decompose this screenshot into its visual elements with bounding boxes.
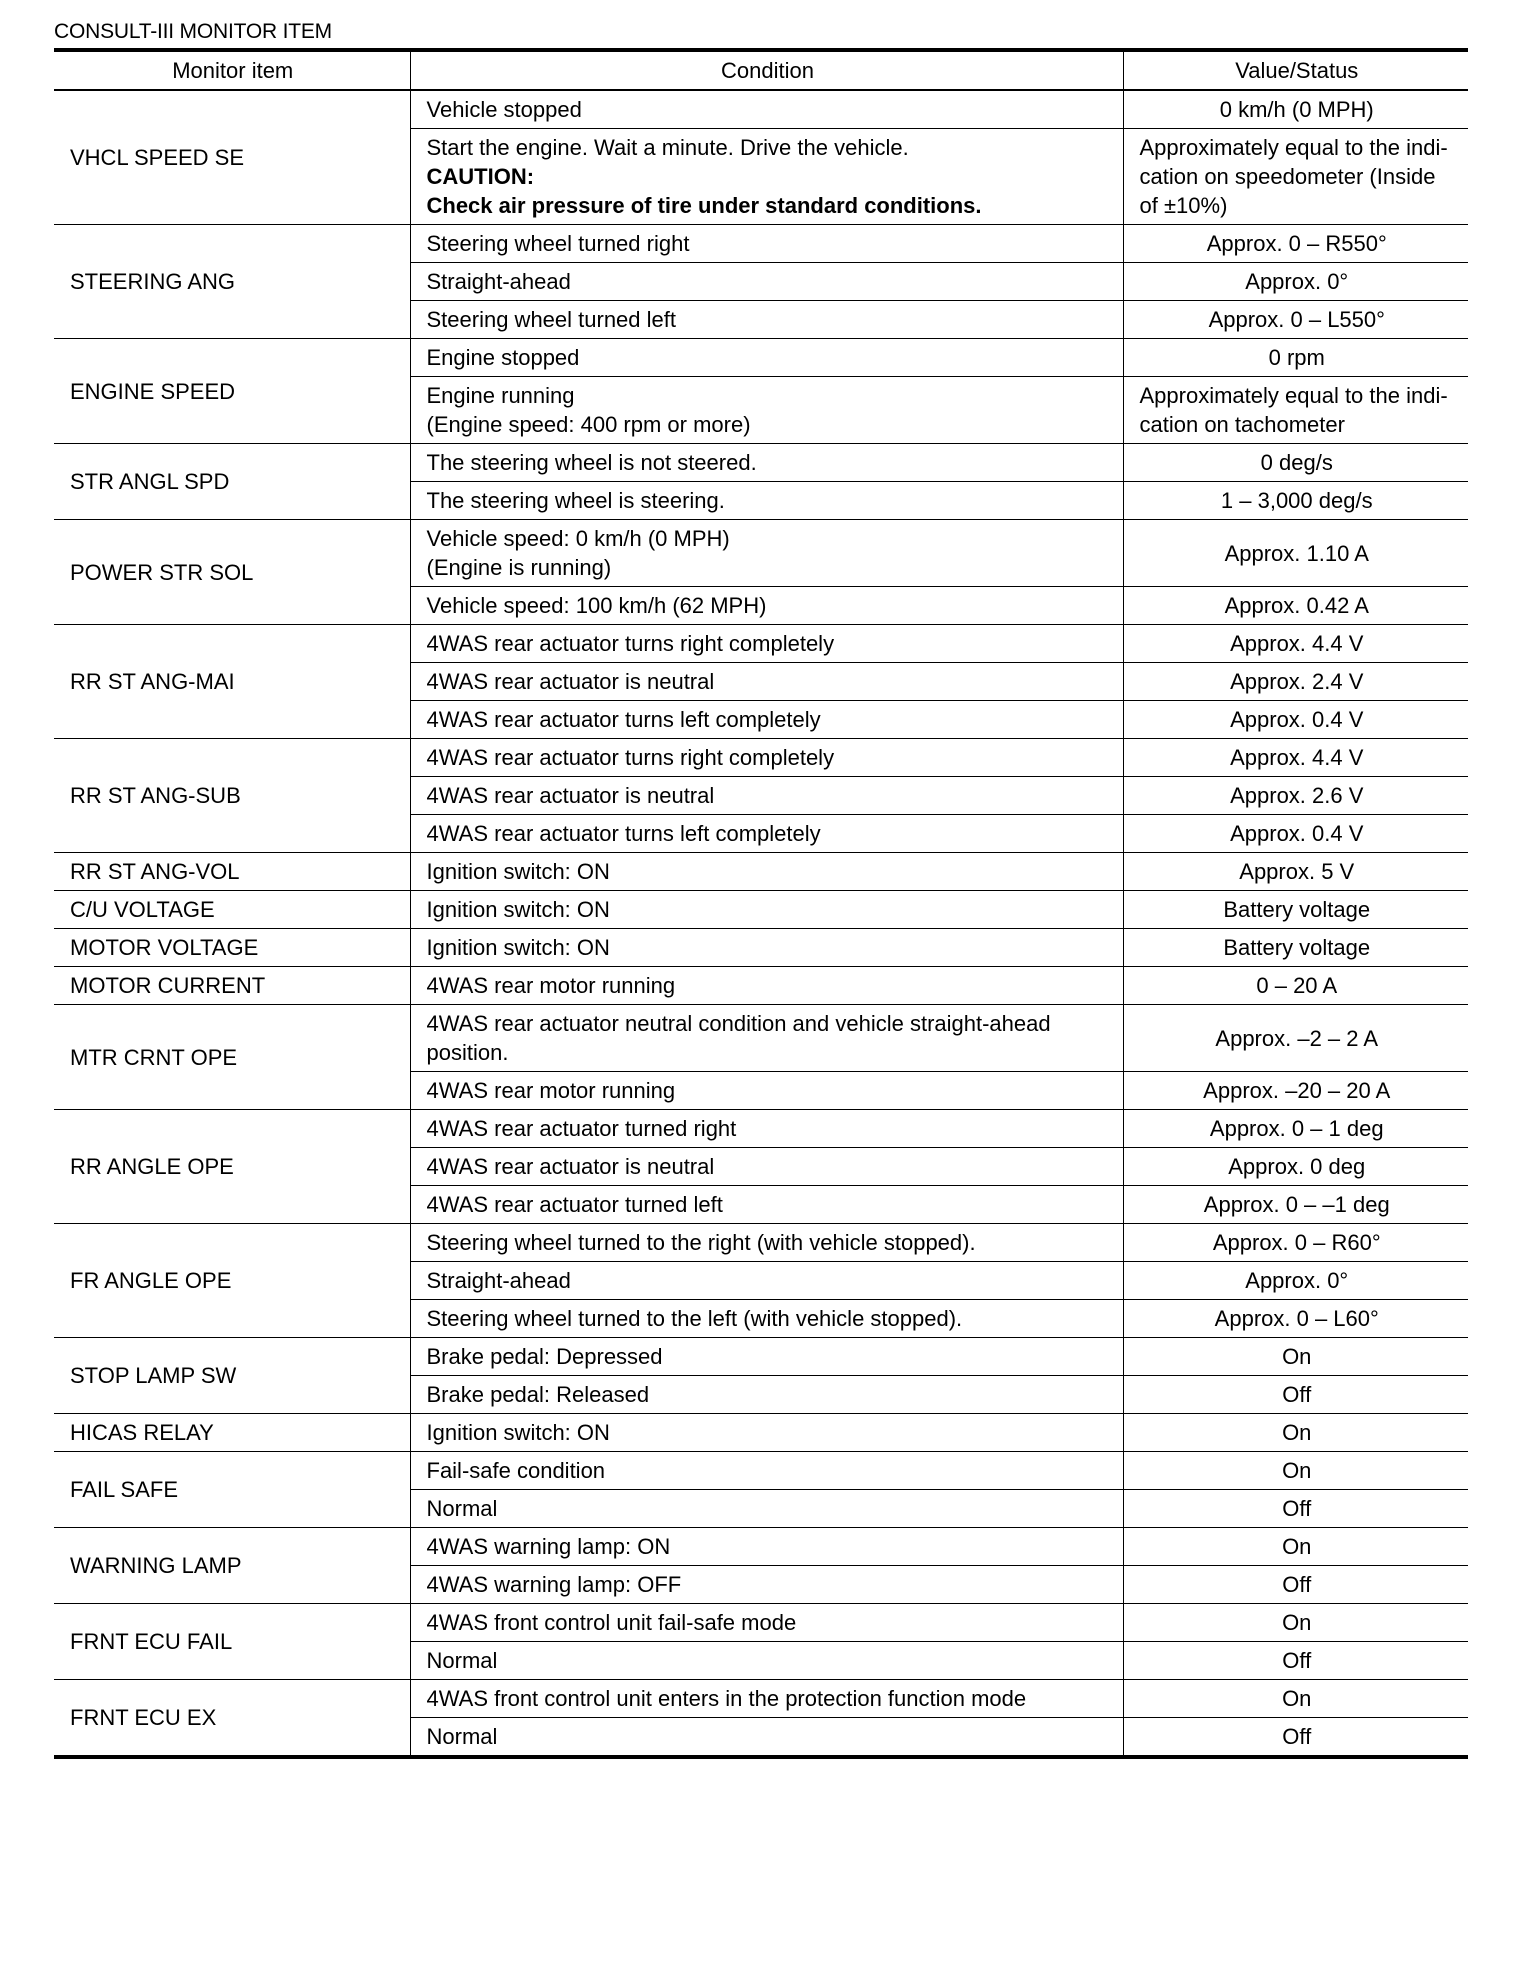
- monitor-item-table: [54, 48, 1468, 1759]
- cell-text-line: Approx. 0 – L550°: [1208, 307, 1385, 332]
- cell-text-line: The steering wheel is not steered.: [426, 450, 757, 475]
- condition-cell: [410, 225, 1123, 263]
- cell-text-line: 0 km/h (0 MPH): [1219, 97, 1374, 122]
- value-status-cell: [1123, 701, 1468, 739]
- cell-text-line: Engine running: [426, 383, 575, 408]
- value-status-cell: [1123, 1566, 1468, 1604]
- value-status-cell: [1123, 891, 1468, 929]
- header-value-status: Value/Status: [1123, 50, 1468, 90]
- condition-cell: [410, 663, 1123, 701]
- value-status-cell: [1123, 1224, 1468, 1262]
- cell-text-line: On: [1282, 1534, 1312, 1559]
- value-status-cell: [1123, 1262, 1468, 1300]
- value-status-cell: [1123, 853, 1468, 891]
- condition-cell: [410, 339, 1123, 377]
- cell-text-line: Start the engine. Wait a minute. Drive the vehicle.: [426, 135, 909, 160]
- cell-text-line: Approx. –2 – 2 A: [1215, 1025, 1379, 1051]
- cell-text-line: 4WAS front control unit enters in the protection function mode: [426, 1686, 1027, 1711]
- condition-cell: [410, 90, 1123, 129]
- caution-text: CAUTION:: [426, 164, 535, 189]
- monitor-item-cell: MOTOR CURRENT: [54, 967, 410, 1005]
- cell-text-line: Approx. 0 – R60°: [1212, 1230, 1381, 1255]
- cell-text-line: Off: [1282, 1496, 1312, 1521]
- value-status-cell: [1123, 663, 1468, 701]
- condition-cell: [410, 891, 1123, 929]
- cell-text-line: 4WAS rear motor running: [426, 1078, 676, 1103]
- table-row: [54, 929, 1468, 967]
- cell-text-line: 4WAS rear motor running: [426, 973, 676, 998]
- table-row: [54, 1680, 1468, 1718]
- monitor-item-cell: RR ST ANG-MAI: [54, 625, 410, 739]
- condition-cell: [410, 587, 1123, 625]
- cell-text-line: On: [1282, 1420, 1312, 1445]
- condition-cell: [410, 967, 1123, 1005]
- header-monitor-item: Monitor item: [54, 50, 410, 90]
- cell-text-line: 0 rpm: [1268, 345, 1325, 370]
- cell-text-line: 4WAS warning lamp: ON: [426, 1534, 671, 1559]
- value-status-cell: [1123, 1452, 1468, 1490]
- cell-text-line: Off: [1282, 1648, 1312, 1673]
- cell-text-line: 4WAS front control unit fail-safe mode: [426, 1610, 797, 1635]
- table-row: [54, 891, 1468, 929]
- cell-text-line: Normal: [426, 1724, 498, 1749]
- condition-cell: [410, 482, 1123, 520]
- cell-text-line: position.: [426, 1040, 509, 1065]
- condition-cell: [410, 1072, 1123, 1110]
- condition-cell: [410, 929, 1123, 967]
- monitor-item-cell: FRNT ECU EX: [54, 1680, 410, 1758]
- cell-text-line: Fail-safe condition: [426, 1458, 606, 1483]
- monitor-item-cell: MOTOR VOLTAGE: [54, 929, 410, 967]
- cell-text-line: cation on speedometer (Inside: [1139, 164, 1436, 189]
- cell-text-line: Steering wheel turned to the right (with vehicle stopped).: [426, 1230, 976, 1255]
- value-status-cell: [1123, 520, 1468, 587]
- cell-text-line: 4WAS rear actuator is neutral: [426, 783, 715, 808]
- monitor-item-cell: RR ST ANG-SUB: [54, 739, 410, 853]
- value-status-cell: [1123, 339, 1468, 377]
- condition-cell: [410, 625, 1123, 663]
- cell-text-line: On: [1282, 1344, 1312, 1369]
- cell-text-line: Ignition switch: ON: [426, 1420, 610, 1445]
- condition-cell: [410, 1338, 1123, 1376]
- table-row: [54, 1452, 1468, 1490]
- cell-text-line: 4WAS rear actuator is neutral: [426, 669, 715, 694]
- value-status-cell: [1123, 90, 1468, 129]
- value-status-cell: [1123, 625, 1468, 663]
- value-status-cell: [1123, 1680, 1468, 1718]
- caution-text: Check air pressure of tire under standard conditions.: [426, 193, 982, 218]
- condition-cell: [410, 1642, 1123, 1680]
- cell-text-line: Ignition switch: ON: [426, 897, 610, 922]
- cell-text-line: Steering wheel turned to the left (with vehicle stopped).: [426, 1306, 963, 1331]
- condition-cell: [410, 1452, 1123, 1490]
- cell-text-line: Approx. 0°: [1245, 269, 1349, 294]
- value-status-cell: [1123, 482, 1468, 520]
- cell-text-line: Approx. 2.6 V: [1230, 783, 1364, 808]
- condition-cell: [410, 1490, 1123, 1528]
- cell-text-line: 4WAS rear actuator turns left completely: [426, 821, 821, 846]
- document-title: CONSULT-III MONITOR ITEM: [54, 20, 332, 43]
- table-row: [54, 444, 1468, 482]
- cell-text-line: Battery voltage: [1223, 897, 1371, 922]
- value-status-cell: [1123, 129, 1468, 225]
- cell-text-line: 4WAS rear actuator turned right: [426, 1116, 737, 1141]
- cell-text-line: Approx. 0.42 A: [1224, 593, 1369, 618]
- cell-text-line: Off: [1282, 1572, 1312, 1597]
- value-status-cell: [1123, 263, 1468, 301]
- condition-cell: [410, 1148, 1123, 1186]
- cell-text-line: The steering wheel is steering.: [426, 488, 725, 513]
- condition-cell: [410, 1680, 1123, 1718]
- cell-text-line: 0 – 20 A: [1256, 973, 1338, 998]
- value-status-cell: [1123, 777, 1468, 815]
- value-status-cell: [1123, 739, 1468, 777]
- cell-text-line: Ignition switch: ON: [426, 859, 610, 884]
- cell-text-line: 4WAS rear actuator turned left: [426, 1192, 723, 1217]
- cell-text-line: Approx. 0 – R550°: [1206, 231, 1387, 256]
- table-header-row: [54, 50, 1468, 90]
- condition-cell: [410, 1224, 1123, 1262]
- cell-text-line: Vehicle speed: 0 km/h (0 MPH): [426, 526, 730, 551]
- condition-cell: [410, 701, 1123, 739]
- condition-cell: [410, 1528, 1123, 1566]
- cell-text-line: Approx. 0 – L60°: [1214, 1306, 1379, 1331]
- cell-text-line: Approx. 1.10 A: [1224, 540, 1369, 566]
- condition-cell: [410, 1110, 1123, 1148]
- condition-cell: [410, 1718, 1123, 1758]
- monitor-item-cell: ENGINE SPEED: [54, 339, 410, 444]
- cell-text-line: Engine stopped: [426, 345, 580, 370]
- monitor-item-cell: HICAS RELAY: [54, 1414, 410, 1452]
- monitor-item-cell: FR ANGLE OPE: [54, 1224, 410, 1338]
- cell-text-line: Approx. 0°: [1245, 1268, 1349, 1293]
- table-row: [54, 625, 1468, 663]
- cell-text-line: Approx. 0 – 1 deg: [1209, 1116, 1384, 1141]
- value-status-cell: [1123, 377, 1468, 444]
- value-status-cell: [1123, 929, 1468, 967]
- monitor-item-cell: MTR CRNT OPE: [54, 1005, 410, 1110]
- cell-text-line: Approx. 4.4 V: [1230, 745, 1364, 770]
- table-row: [54, 1338, 1468, 1376]
- monitor-item-cell: C/U VOLTAGE: [54, 891, 410, 929]
- value-status-cell: [1123, 1528, 1468, 1566]
- condition-cell: [410, 1376, 1123, 1414]
- table-row: [54, 90, 1468, 129]
- monitor-item-cell: VHCL SPEED SE: [54, 90, 410, 225]
- table-row: [54, 1224, 1468, 1262]
- condition-cell: [410, 520, 1123, 587]
- cell-text-line: 4WAS rear actuator turns right completely: [426, 745, 835, 770]
- value-status-cell: [1123, 1414, 1468, 1452]
- condition-cell: [410, 1414, 1123, 1452]
- value-status-cell: [1123, 1148, 1468, 1186]
- cell-text-line: 4WAS rear actuator turns left completely: [426, 707, 821, 732]
- cell-text-line: 4WAS rear actuator neutral condition and vehicle straight-ahead: [426, 1011, 1051, 1036]
- cell-text-line: Approx. 2.4 V: [1230, 669, 1364, 694]
- cell-text-line: Approx. 0 – –1 deg: [1203, 1192, 1390, 1217]
- table-row: [54, 225, 1468, 263]
- condition-cell: [410, 377, 1123, 444]
- value-status-cell: [1123, 1376, 1468, 1414]
- cell-text-line: Approx. 4.4 V: [1230, 631, 1364, 656]
- value-status-cell: [1123, 1604, 1468, 1642]
- table-row: [54, 1414, 1468, 1452]
- table-row: [54, 853, 1468, 891]
- value-status-cell: [1123, 1300, 1468, 1338]
- condition-cell: [410, 815, 1123, 853]
- cell-text-line: On: [1282, 1458, 1312, 1483]
- cell-text-line: Brake pedal: Released: [426, 1382, 650, 1407]
- table-row: [54, 1005, 1468, 1072]
- cell-text-line: Approx. 0 deg: [1228, 1154, 1366, 1179]
- cell-text-line: Steering wheel turned left: [426, 307, 676, 332]
- cell-text-line: Off: [1282, 1382, 1312, 1407]
- monitor-item-cell: FRNT ECU FAIL: [54, 1604, 410, 1680]
- cell-text-line: (Engine speed: 400 rpm or more): [426, 412, 751, 437]
- cell-text-line: Vehicle speed: 100 km/h (62 MPH): [426, 593, 767, 618]
- condition-cell: [410, 301, 1123, 339]
- condition-cell: [410, 263, 1123, 301]
- value-status-cell: [1123, 1338, 1468, 1376]
- cell-text-line: Straight-ahead: [426, 1268, 571, 1293]
- value-status-cell: [1123, 1718, 1468, 1758]
- cell-text-line: Approximately equal to the indi-: [1139, 383, 1448, 408]
- value-status-cell: [1123, 1490, 1468, 1528]
- cell-text-line: Ignition switch: ON: [426, 935, 610, 960]
- table-row: [54, 1604, 1468, 1642]
- condition-cell: [410, 1300, 1123, 1338]
- monitor-item-cell: STEERING ANG: [54, 225, 410, 339]
- monitor-item-cell: POWER STR SOL: [54, 520, 410, 625]
- condition-cell: [410, 1566, 1123, 1604]
- cell-text-line: Approx. 0.4 V: [1230, 821, 1364, 846]
- value-status-cell: [1123, 1110, 1468, 1148]
- table-row: [54, 967, 1468, 1005]
- value-status-cell: [1123, 587, 1468, 625]
- condition-cell: [410, 853, 1123, 891]
- value-status-cell: [1123, 444, 1468, 482]
- value-status-cell: [1123, 815, 1468, 853]
- value-status-cell: [1123, 225, 1468, 263]
- table-row: [54, 520, 1468, 587]
- cell-text-line: Straight-ahead: [426, 269, 571, 294]
- cell-text-line: Steering wheel turned right: [426, 231, 690, 256]
- monitor-item-cell: STR ANGL SPD: [54, 444, 410, 520]
- value-status-cell: [1123, 1642, 1468, 1680]
- value-status-cell: [1123, 967, 1468, 1005]
- cell-text-line: Normal: [426, 1496, 498, 1521]
- table-row: [54, 739, 1468, 777]
- cell-text-line: Battery voltage: [1223, 935, 1371, 960]
- condition-cell: [410, 1186, 1123, 1224]
- cell-text-line: Normal: [426, 1648, 498, 1673]
- monitor-item-cell: WARNING LAMP: [54, 1528, 410, 1604]
- cell-text-line: On: [1282, 1610, 1312, 1635]
- header-condition: Condition: [410, 50, 1123, 90]
- table-body: [54, 90, 1468, 1757]
- value-status-cell: [1123, 301, 1468, 339]
- monitor-item-cell: RR ST ANG-VOL: [54, 853, 410, 891]
- condition-cell: [410, 444, 1123, 482]
- monitor-item-cell: STOP LAMP SW: [54, 1338, 410, 1414]
- cell-text-line: On: [1282, 1686, 1312, 1711]
- cell-text-line: Approximately equal to the indi-: [1139, 135, 1448, 160]
- cell-text-line: Off: [1282, 1724, 1312, 1749]
- condition-cell: [410, 129, 1123, 225]
- condition-cell: [410, 1262, 1123, 1300]
- cell-text-line: 4WAS rear actuator turns right completely: [426, 631, 835, 656]
- monitor-item-cell: RR ANGLE OPE: [54, 1110, 410, 1224]
- table-row: [54, 1528, 1468, 1566]
- value-status-cell: [1123, 1005, 1468, 1072]
- cell-text-line: 0 deg/s: [1260, 450, 1333, 475]
- cell-text-line: Brake pedal: Depressed: [426, 1344, 663, 1369]
- cell-text-line: 4WAS rear actuator is neutral: [426, 1154, 715, 1179]
- cell-text-line: Vehicle stopped: [426, 97, 582, 122]
- value-status-cell: [1123, 1186, 1468, 1224]
- cell-text-line: Approx. 5 V: [1239, 859, 1355, 884]
- cell-text-line: 4WAS warning lamp: OFF: [426, 1572, 682, 1597]
- cell-text-line: of ±10%): [1139, 193, 1228, 218]
- table-row: [54, 339, 1468, 377]
- cell-text-line: 1 – 3,000 deg/s: [1220, 488, 1373, 513]
- condition-cell: [410, 1005, 1123, 1072]
- monitor-item-cell: FAIL SAFE: [54, 1452, 410, 1528]
- cell-text-line: cation on tachometer: [1139, 412, 1345, 437]
- value-status-cell: [1123, 1072, 1468, 1110]
- table-row: [54, 1110, 1468, 1148]
- condition-cell: [410, 1604, 1123, 1642]
- condition-cell: [410, 777, 1123, 815]
- condition-cell: [410, 739, 1123, 777]
- cell-text-line: (Engine is running): [426, 555, 612, 580]
- cell-text-line: Approx. –20 – 20 A: [1203, 1078, 1391, 1103]
- cell-text-line: Approx. 0.4 V: [1230, 707, 1364, 732]
